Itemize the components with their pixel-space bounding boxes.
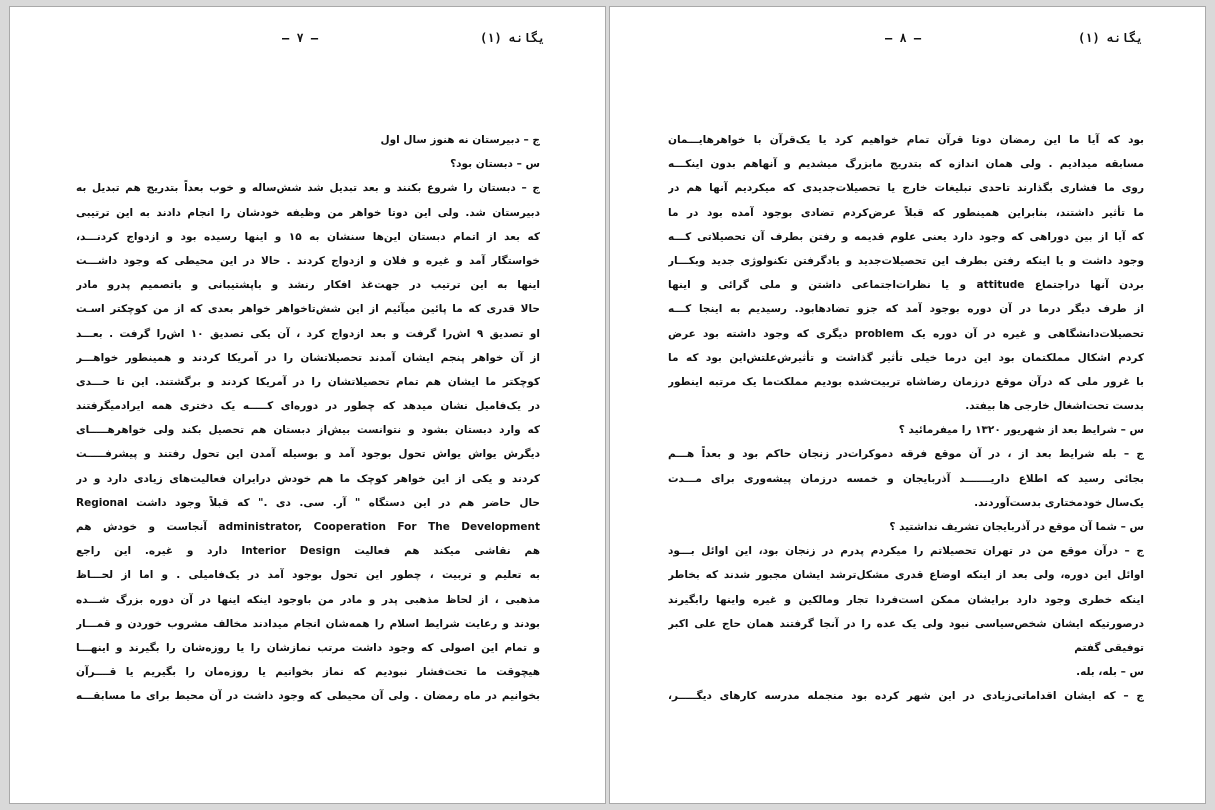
text-line: بخوانیم در ماه رمضان . ولی آن محیطی که وجود داشت در آن محیط برای ما مسابقـــه bbox=[76, 690, 540, 703]
text-line: دیگرش یواش یواش تحول بوجود آمد و بوسیله آمدن این تحول رفتند و پیشرفـــــت bbox=[76, 448, 540, 461]
text-line: ج – درآن موقع من در تهران تحصیلاتم را میکردم پدرم در زنجان بود، این اوائل بـــود bbox=[668, 545, 1144, 558]
text-line: مسابقه میدادیم . ولی همان اندازه که بتدریج مابزرگ میشدیم و آنهاهم بدون اینکـــه bbox=[668, 158, 1144, 171]
text-line: کوچکتر ما ایشان هم تمام تحصیلاتشان را در آمریکا کردند و برگشتند. این تا حـــدی bbox=[76, 375, 540, 388]
text-line: حالا قدری که ما پائین میآئیم از این شش‌تاخواهر خواهر بعدی که از من کوچکتر اسـت bbox=[76, 303, 540, 316]
text-line: توفیقی گفتم bbox=[1074, 641, 1144, 654]
page-body-text bbox=[668, 128, 1144, 709]
text-line: بجائی رسید که اطلاع داریـــــــد آذربایجان و خمسه درزمان پیشه‌وری برای مـــدت bbox=[668, 472, 1144, 485]
text-line: یک‌سال خودمختاری بدست‌آوردند. bbox=[974, 496, 1144, 509]
text-line: س – شرایط بعد از شهریور ۱۳۲۰ را میفرمائید ؟ bbox=[898, 424, 1144, 437]
text-line: بودند و رعایت شرایط اسلام را همه‌شان انجام میدادند مخالف مشروب خوردن و قمـــار bbox=[76, 617, 540, 630]
text-line: و تمام این اصولی که وجود داشت مرتب نمازشان را یا روزه‌شان را بگیرند و اینهـــا bbox=[76, 641, 540, 654]
text-line: س – دبستان بود؟ bbox=[450, 158, 540, 171]
text-line: او تصدیق ۹ اش‌را گرفت و بعد ازدواج کرد ، آن یکی تصدیق ۱۰ اش‌را گرفت . بعـــد bbox=[76, 327, 540, 340]
text-line: administrator, Cooperation For The Development آنجاست و خودش هم bbox=[76, 521, 540, 533]
page-number: – ۷ – bbox=[282, 31, 319, 45]
text-line: کردم اشکال مملکتمان بود این درما خیلی تأثیر گذاشت و تأثیرش‌علتش‌این بود که ما bbox=[668, 351, 1144, 364]
text-line: س – شما آن موقع در آذربایجان تشریف نداشتید ؟ bbox=[889, 521, 1144, 533]
page-8 bbox=[609, 6, 1206, 804]
text-line: بدست تحت‌اشغال خارجی ها بیفتد. bbox=[965, 400, 1144, 413]
text-line: ما تأثیر داشتند، بنابراین همینطور که قبلاً عرض‌کردم تضادی بوجود آمده بود در ما bbox=[668, 206, 1144, 219]
text-line: کردند و یکی از این خواهر کوچک ما هم خودش درایران فعالیت‌های زیادی دارد و در bbox=[76, 472, 540, 485]
text-line: که بعد از اتمام دبستان این‌ها سنشان به ۱۵ و اینها رسیده بود و ازدواج کردنـــد، bbox=[76, 230, 540, 243]
text-line: که وارد دبستان بشود و نتوانست بیش‌از دبستان هم تحصیل بکند ولی خواهرهـــــای bbox=[76, 424, 540, 437]
text-line: بود که آیا ما این رمضان دوتا قرآن تمام خواهیم کرد یا یک‌قرآن با خواهرهایـــمان bbox=[668, 134, 1144, 146]
text-line: از آن خواهر پنجم ایشان آمدند تحصیلاتشان را در آمریکا کردند و همینطور خواهـــر bbox=[76, 351, 540, 364]
text-line: ج – دبستان را شروع بکنند و بعد تبدیل شد شش‌ساله و خوب بعداً بتدریج هم تبدیل به bbox=[76, 182, 540, 195]
text-line: روی ما فشاری بگذارند تاحدی تبلیغات خارج یا تحصیلات‌جدیدی که میکردیم آنها هم در bbox=[668, 182, 1144, 195]
text-line: خواستگار آمد و غیره و فلان و ازدواج کردند . حالا در این محیطی که وجود داشـــت bbox=[76, 254, 540, 267]
page-7 bbox=[9, 6, 606, 804]
text-line: ج – بله شرایط بعد از ، در آن موقع فرقه دموکرات‌در زنجان حاکم بود و بعداً هـــم bbox=[668, 448, 1144, 461]
text-line: اینکه خطری وجود دارد برایشان ممکن است‌فردا تجار ومالکین و غیره واینها رابگیرند bbox=[668, 593, 1144, 606]
text-line: بردن آنها دراجتماع attitude و یا نظرات‌اجتماعی داشتن و ملی گرائی و اینها bbox=[668, 279, 1144, 292]
text-line: در یک‌فامیل نشان میدهد که چطور در دوره‌ای کـــــه یک دختری همه ایرادمیگرفتند bbox=[76, 400, 540, 413]
text-line: ج – که ایشان اقداماتی‌زیادی در این شهر کرده بود منجمله مدرسه کارهای دیگـــــر، bbox=[668, 690, 1144, 703]
text-line: مذهبی ، از لحاظ مذهبی پدر و مادر من باوجود اینکه اینها در آن دوره بزرگ شـــده bbox=[76, 593, 540, 606]
text-line: اوائل این دوره، ولی بعد از اینکه اوضاع قدری مشکل‌ترشد ایشان مجبور شدند که بخاطر bbox=[668, 569, 1144, 582]
page-header-title: یگانه (۱) bbox=[480, 31, 546, 45]
page-header-title: یگانه (۱) bbox=[1078, 31, 1144, 45]
text-line: هیچوقت ما تحت‌فشار نبودیم که نماز بخوانیم یا روزه‌مان را بگیریم یا قــــرآن bbox=[76, 666, 540, 679]
text-line: اینها به این ترتیب در جهت‌غذ افکار رنشد و باپشتیبانی و باتصمیم پدرو مادر bbox=[76, 279, 540, 292]
text-line: تحصیلات‌دانشگاهی و غیره در آن دوره یک problem دیگری که وجود داشته بود عرض bbox=[668, 327, 1144, 340]
text-line: که آیا از بین دوراهی که وجود دارد یعنی علوم قدیمه و رفتن بطرف آن تحصیلاتی کـــه bbox=[668, 230, 1144, 243]
text-line: درصورتیکه ایشان شخص‌سیاسی نبود ولی یک عده را در آنجا گرفتند همان حاج علی اکبر bbox=[668, 617, 1144, 630]
text-line: هم نقاشی میکند هم فعالیت Interior Design دارد و غیره. این راجع bbox=[76, 545, 540, 558]
text-line: حال حاضر هم در این دستگاه " آر. سی. دی ." که قبلاً وجود داشت Regional bbox=[76, 496, 540, 509]
page-body-text bbox=[76, 128, 540, 709]
text-line: دبیرستان شد. ولی این دوتا خواهر من وظیفه خودشان را انجام دادند به این ترتیبی bbox=[76, 206, 540, 219]
text-line: به تعلیم و تربیت ، چطور این تحول بوجود آمد در یک‌فامیلی . و اما از لحـــاظ bbox=[76, 569, 540, 582]
text-line: س – بله، بله. bbox=[1076, 666, 1144, 679]
page-number: – ۸ – bbox=[885, 31, 922, 45]
text-line: ج – دبیرستان نه هنوز سال اول bbox=[380, 134, 540, 146]
text-line: وجود داشت و یا اینکه رفتن بطرف این تحصیلات‌جدید و یادگرفتن تکنولوژی جدید وبکـــار bbox=[668, 254, 1144, 267]
text-line: از طرف دیگر درما در آن دوره بوجود آمد که جزو تضادهابود. رسیدیم به اینجا کـــه bbox=[668, 303, 1144, 316]
text-line: با غرور ملی که درآن موقع درزمان رضاشاه تربیت‌شده بودیم مملکت‌ما یک مرتبه اینطور bbox=[668, 375, 1144, 388]
